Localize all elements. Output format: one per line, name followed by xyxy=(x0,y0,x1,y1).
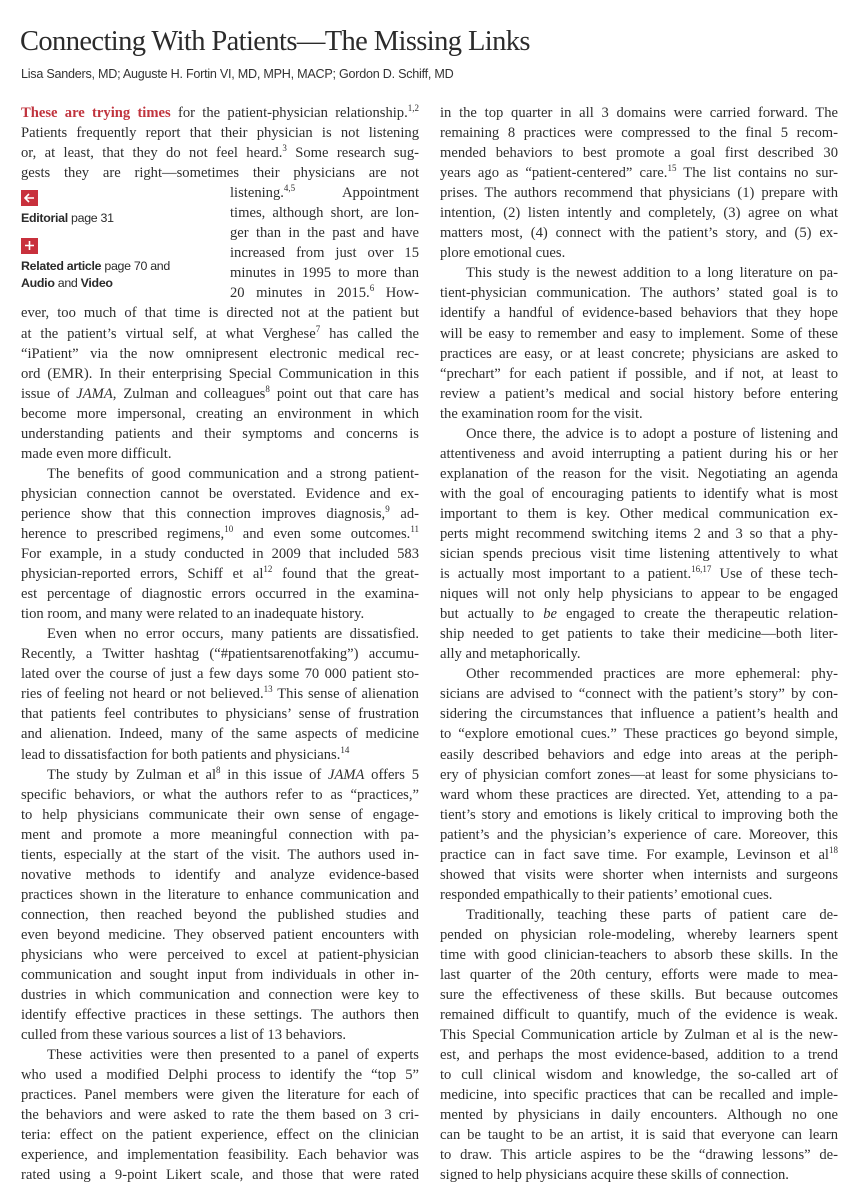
text-line: matters most, (4) connect with the patient’s story, and (5) ex- xyxy=(440,225,838,242)
text-line: sure the effectiveness of these skills. But because outcomes xyxy=(440,987,838,1004)
text-line: minutes in 1995 to more than xyxy=(230,265,419,282)
text-line: signed to help physicians acquire these skills of connection. xyxy=(440,1167,789,1184)
text-line: tient-physician communication. The authors’ stated goal is to xyxy=(440,285,838,302)
text-line: increased from just over 15 xyxy=(230,245,419,262)
text-line: practices shown in the literature to enhance communication and xyxy=(21,886,419,903)
text-line: lated over the course of just a few days some 70 000 patient sto- xyxy=(21,666,419,683)
text-line: Traditionally, teaching these parts of patient care de- xyxy=(466,906,838,923)
text-line: tient’s story and emotions is likely critical to improving both the xyxy=(440,806,838,823)
text-line: years ago as “patient-centered” care.$^{15}$ The list contains no sur- xyxy=(440,163,838,182)
text-line: remained difficult to quantify, much of the evidence is weak. xyxy=(440,1007,838,1024)
text-line: Once there, the advice is to adopt a posture of listening and xyxy=(466,425,838,442)
text-line: the examination room for the visit. xyxy=(440,405,643,422)
text-line: at the patient’s virtual self, at what Verghese$^7$ has called the xyxy=(21,323,419,342)
audio-link[interactable]: Audio xyxy=(21,276,55,290)
text-line: perience show that this connection improves diagnosis,$^9$ ad- xyxy=(21,503,419,522)
text-line: times, although short, are lon- xyxy=(230,205,419,222)
text-line: This study is the newest addition to a long literature on pa- xyxy=(466,265,838,282)
text-line: prises. The authors recommend that physicians (1) prepare with xyxy=(440,185,838,202)
text-line: with the goal of encouraging patients to identify what is most xyxy=(440,485,838,502)
text-line: the behaviors and were asked to rate the them based on 3 cri- xyxy=(21,1107,419,1124)
text-line: made even more difficult. xyxy=(21,445,172,462)
text-line: communication and sought input from individuals in other in- xyxy=(21,967,419,984)
text-line: specific behaviors, or what the authors refer to as “practices,” xyxy=(21,786,419,803)
text-line: tients, especially at the start of the visit. The authors used in- xyxy=(21,846,419,863)
text-line: remaining 8 practices were compressed to the final 5 recom- xyxy=(440,125,838,142)
text-line: “iPatient” via the now omnipresent electronic medical rec- xyxy=(21,345,419,362)
text-line: ries of feeling not heard or not believed.$^{13}$ This sense of alienation xyxy=(21,684,419,703)
text-line: est, and perhaps the most evidence-based, addition to a trend xyxy=(440,1047,838,1064)
text-line: physician-reported errors, Schiff et $al^{12}$ found that the great- xyxy=(21,564,419,583)
text-line: teria: effect on the patient experience, effect on the clinician xyxy=(21,1127,419,1144)
text-line: The benefits of good communication and a strong patient- xyxy=(47,465,419,482)
text-line: ward whom these practices are directed. Yet, attending to a pa- xyxy=(440,786,838,803)
text-line: responded empathically to their patients’ emotional cues. xyxy=(440,886,773,903)
lead-in: These are trying times xyxy=(21,105,171,121)
text-line: Even when no error occurs, many patients are dissatisfied. xyxy=(47,626,419,643)
text-line: ally and metaphorically. xyxy=(440,646,581,663)
text-line: experience, and implementation feasibility. Each behavior was xyxy=(21,1147,419,1164)
text-line: time with good clinician-teachers to absorb these skills. In the xyxy=(440,946,838,963)
text-line: perts might recommend switching items 2 and 3 so that a phy- xyxy=(440,525,838,542)
text-line: explanation of the reason for the visit. Negotiating an agenda xyxy=(440,465,838,482)
text-line: 20 minutes in 2015.$^6$ How- xyxy=(230,283,419,302)
text-line: These activities were then presented to a panel of experts xyxy=(47,1047,419,1064)
text-line: review a patient’s medical and social history before entering xyxy=(440,385,838,402)
editorial-page: page 31 xyxy=(67,211,114,225)
text-line: who used a modified Delphi process to identify the “top 5” xyxy=(21,1067,419,1084)
text-line: will be easy to remember and easy to implement. Some of these xyxy=(440,325,838,342)
text-line: in the top quarter in all 3 domains were carried forward. The xyxy=(440,105,838,121)
text-line: sician spends precious visit time listening attentively to what xyxy=(440,546,838,563)
text-line: The study by Zulman et $al^8$ in this issue of JAMA offers 5 xyxy=(47,764,419,783)
text-line: mended behaviors to best promote a goal first described 30 xyxy=(440,145,838,162)
text-line: even beyond medicine. They observed patient encounters with xyxy=(21,926,419,943)
text-line: physicians who were perceived to excel at patient-physician xyxy=(21,946,419,963)
editorial-label: Editorial xyxy=(21,211,68,225)
text-line: issue of JAMA, Zulman and colleagues$^8$ point out that care has xyxy=(21,383,419,402)
text-line: last quarter of the 20th century, efforts were made to mea- xyxy=(440,967,838,984)
text-line: practices are easy, or at least concrete; physicians are asked to xyxy=(440,345,838,362)
text-line: ger than in the past and have xyxy=(230,225,419,242)
text-line: These are trying times for the patient-physician relationship.$^{1,2}$ xyxy=(21,103,419,121)
text-line: is actually most important to a patient.$^{16,17}$ Use of these tech- xyxy=(440,564,838,583)
text-line: herence to prescribed regimens,$^{10}$ and even some outcomes.$^{11}$ xyxy=(21,523,419,542)
text-line: ship needed to get patients to take their medicine—both liter- xyxy=(440,626,838,643)
text-line: Other recommended practices are more ephemeral: phy- xyxy=(466,666,838,683)
text-line: important to them is key. Other medical communication ex- xyxy=(440,505,838,522)
text-line: ment and promote a more meaningful connection with pa- xyxy=(21,826,419,843)
author-list: Lisa Sanders, MD; Auguste H. Fortin VI, MD, MPH, MACP; Gordon D. Schiff, MD xyxy=(21,67,454,81)
text-line: ord (EMR). In their enterprising Special Communication in this xyxy=(21,365,419,382)
text-line: easily described behaviors and edge into areas at the periph- xyxy=(440,746,838,763)
text-line: showed that visits were shorter when internists and surgeons xyxy=(440,866,838,883)
text-line: identify effective practices in these settings. The authors then xyxy=(21,1007,419,1024)
text-line: tion room, and many were related to an inadequate history. xyxy=(21,606,365,623)
text-line: mented by physicians in daily encounters. Although no one xyxy=(440,1107,838,1124)
text-line: dustries in which communication and connection were key to xyxy=(21,987,419,1004)
text-line: practices. Panel members were given the literature for each of xyxy=(21,1087,419,1104)
text-line: ever, too much of that time is directed not at the patient but xyxy=(21,305,419,322)
right-column xyxy=(440,103,838,1186)
text-line: intention, (2) listen intently and completely, (3) agree on what xyxy=(440,205,838,222)
text-line: Recently, a Twitter hashtag (“#patientsarenotfaking”) accumu- xyxy=(21,646,419,663)
text-line: medicine, into specific practices that can be recalled and imple- xyxy=(440,1087,838,1104)
text-line: practice can in fact save time. For example, Levinson et $al^{18}$ xyxy=(440,844,838,863)
text-line: physician connection cannot be overstated. Evidence and ex- xyxy=(21,485,419,502)
text-line: attentiveness and avoid interrupting a patient during his or her xyxy=(440,445,838,462)
text-line: gests they are right—sometimes their physicians are not xyxy=(21,165,419,182)
text-line: plore emotional cues. xyxy=(440,245,566,262)
related-article-page: page 70 and xyxy=(101,258,170,273)
article-title: Connecting With Patients—The Missing Links xyxy=(20,26,530,57)
text-line: and alienation. Indeed, many of the same aspects of medicine xyxy=(21,726,419,743)
left-column xyxy=(21,103,419,1186)
text-line: to “explore emotional cues.” These practices go beyond simple, xyxy=(440,726,838,743)
text-line: become more impersonal, creating an environment in which xyxy=(21,405,419,422)
text-line: For example, in a study conducted in 2009 that included 583 xyxy=(21,546,419,563)
text-line: rated using a 9-point Likert scale, and those that were rated xyxy=(21,1167,419,1184)
video-link[interactable]: Video xyxy=(80,276,113,290)
text-line: to cull clinical wisdom and knowledge, the so-called art of xyxy=(440,1067,838,1084)
text-line: “prechart” for each patient if possible, and if not, at least to xyxy=(440,365,838,382)
text-line: but actually to be engaged to create the therapeutic relation- xyxy=(440,606,838,623)
text-line: patient’s and the physician’s experience of care. Moreover, this xyxy=(440,826,838,843)
text-line: niques will not only help physicians to appear to be engaged xyxy=(440,586,838,603)
text-line: Patients frequently report that their physician is not listening xyxy=(21,125,419,142)
text-line: identify a handful of evidence-based behaviors that they hope xyxy=(440,305,838,322)
text-line: can be taught to be an artist, it is said that everyone can learn xyxy=(440,1127,838,1144)
text-line: This Special Communication article by Zulman et al is the new- xyxy=(440,1027,838,1044)
text-line: to draw. This article aspires to be the “drawing lessons” de- xyxy=(440,1147,838,1164)
text-line: sidering the circumstances that influence a patient’s health and xyxy=(440,706,838,723)
text-line: novative methods to identify and analyze evidence-based xyxy=(21,866,419,883)
text-line: understanding patients and their symptoms and concerns is xyxy=(21,425,419,442)
text-line: culled from these various sources a list of 13 behaviors. xyxy=(21,1027,347,1044)
text-line: to help physicians communicate their own sense of engage- xyxy=(21,806,419,823)
text-line: pended on physician role-modeling, whereby learners spent xyxy=(440,926,838,943)
related-article-link[interactable]: Related article page 70 and Audio and Video xyxy=(21,238,211,293)
text-line: connection, then reached beyond the published studies and xyxy=(21,906,419,923)
text-line: that patients feel contributes to physicians’ sense of frustration xyxy=(21,706,419,723)
text-line: or, at least, that they do not feel heard.$^3$ Some research sug- xyxy=(21,143,419,162)
text-line: ery of physician comfort zones—at least for some physicians to- xyxy=(440,766,838,783)
text-line: sicians are advised to “connect with the patient’s story” by con- xyxy=(440,686,838,703)
text-line: est percentage of diagnostic errors occurred in the examina- xyxy=(21,586,419,603)
text-line: lead to dissatisfaction for both patients and physicians.$^{14}$ xyxy=(21,744,350,763)
related-article-label: Related article xyxy=(21,258,102,273)
text-line: listening.$^{4,5}$ Appointment xyxy=(230,183,419,202)
